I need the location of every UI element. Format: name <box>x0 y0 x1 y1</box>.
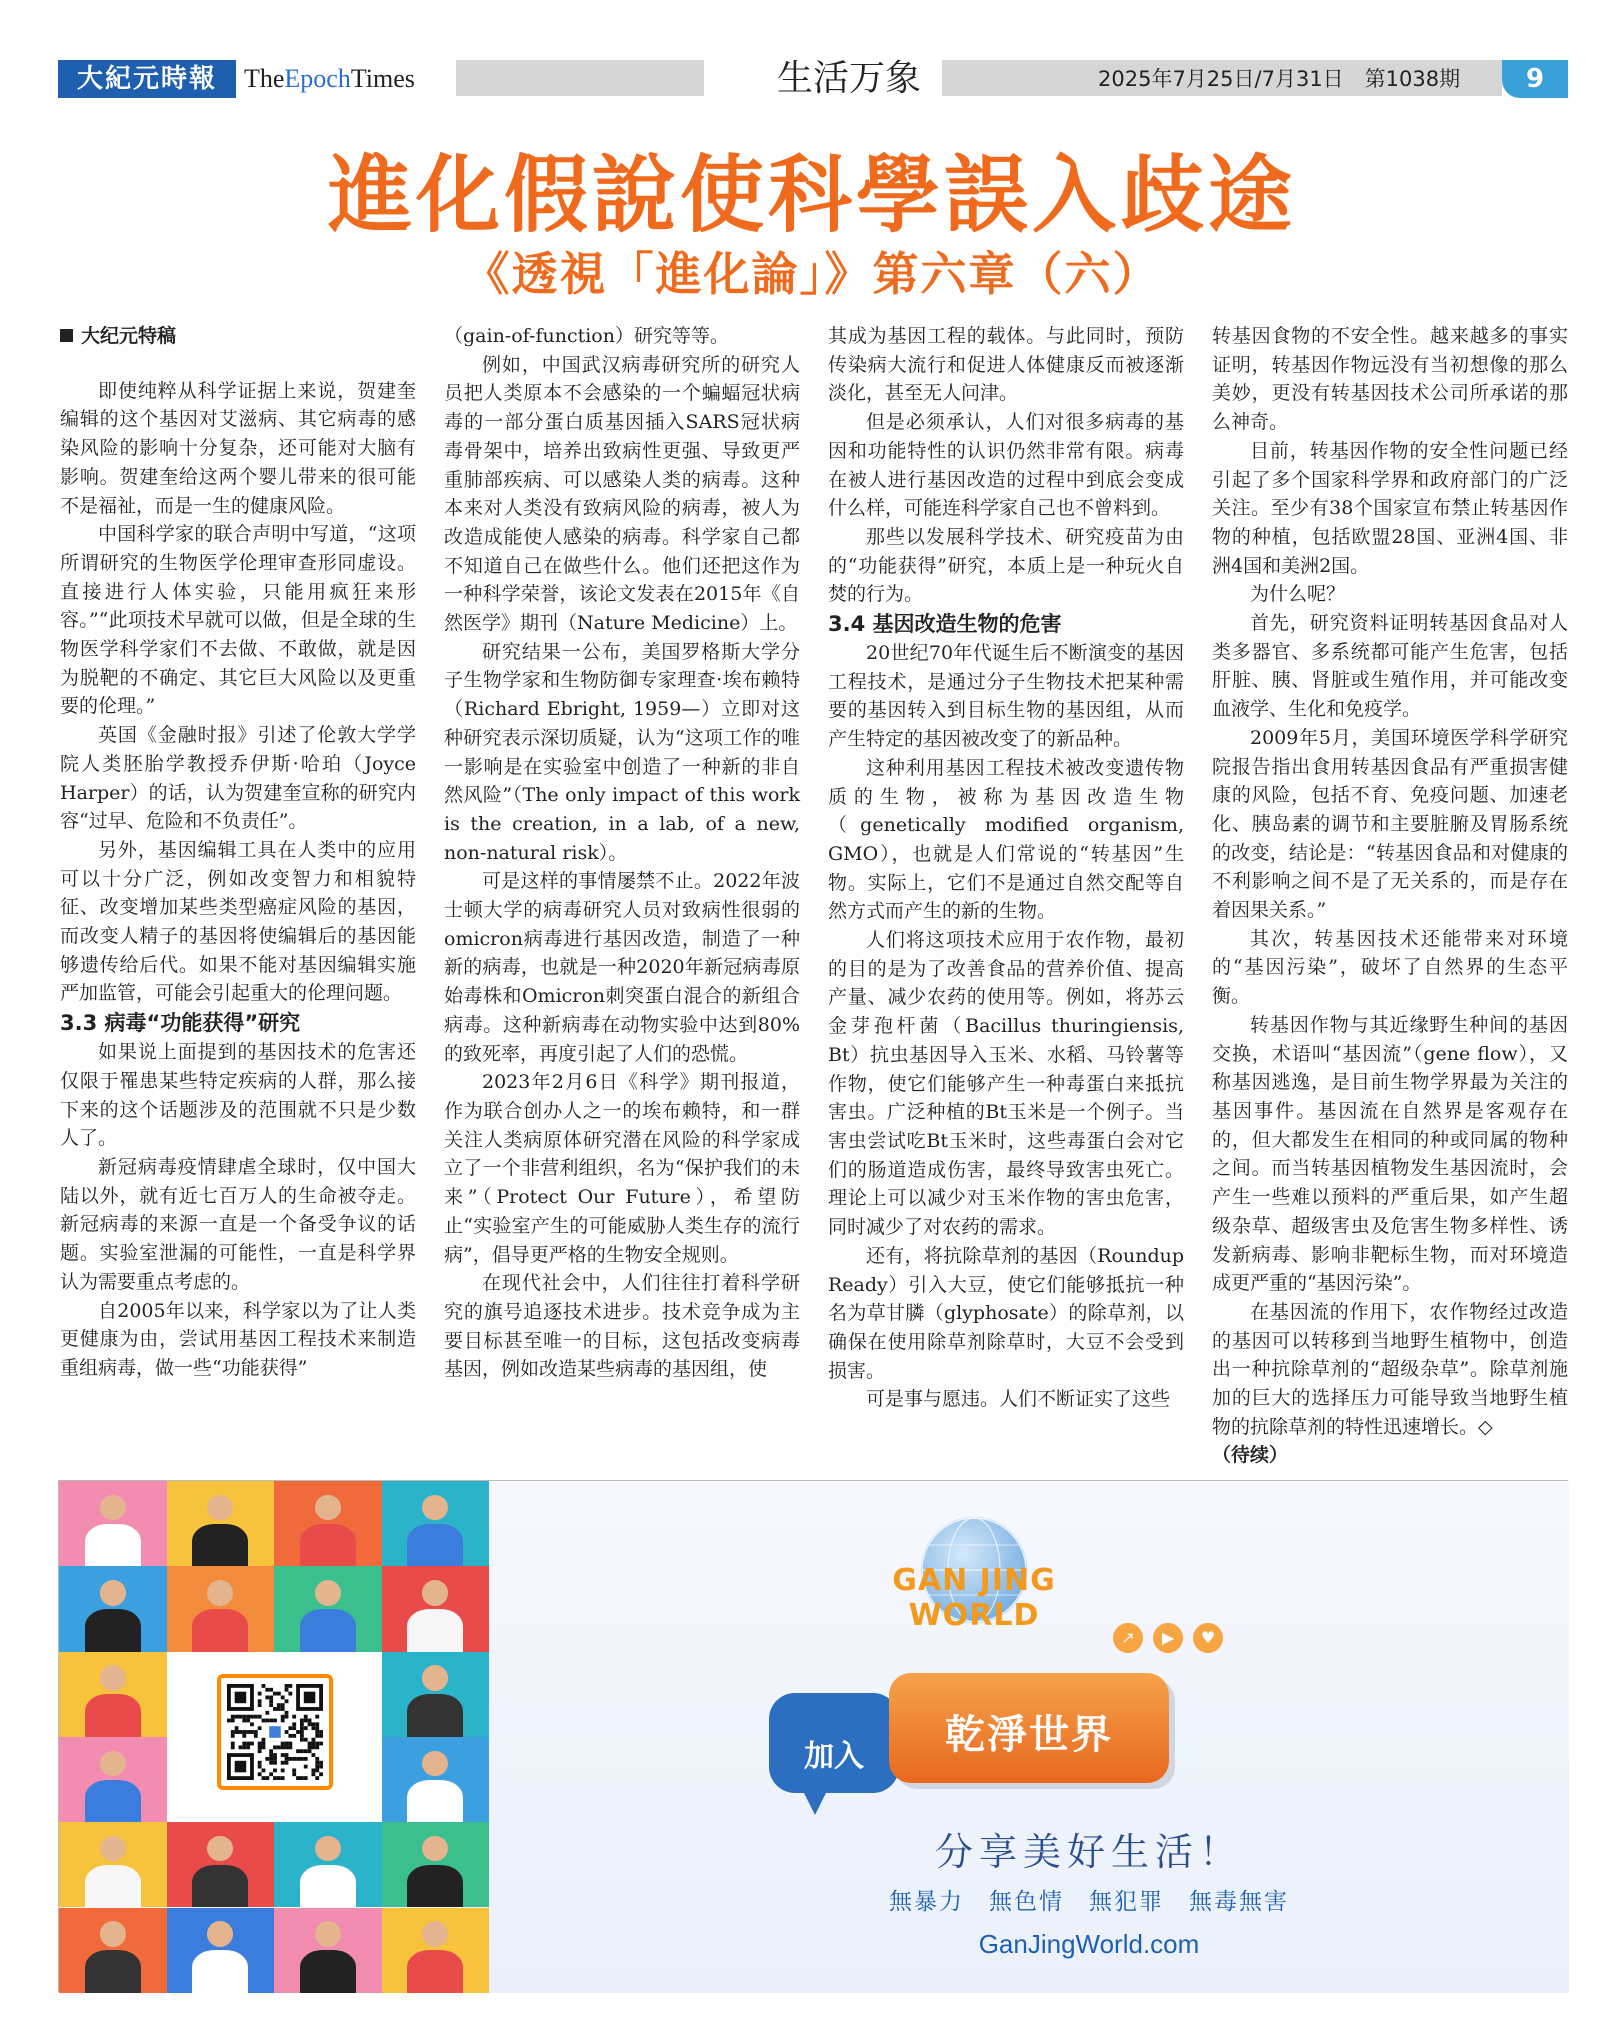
person-photo-tile <box>167 1566 275 1651</box>
action-icons <box>1113 1623 1253 1659</box>
paragraph: 但是必须承认，人们对很多病毒的基因和功能特性的认识仍然非常有限。病毒在被人进行基因改造的过程中到底会变成什么样，可能连科学家自己也不曾料到。 <box>828 411 1184 520</box>
paragraph: 可是这样的事情屡禁不止。2022年波士顿大学的病毒研究人员对致病性很弱的omicron病毒进行基因改造，制造了一种新的病毒，也就是一种2020年新冠病毒原始毒株和Omicron刺突蛋白混合的新组合病毒。这种新病毒在动物实验中达到80%的致死率，再度引起了人们的恐慌。 <box>444 870 800 1065</box>
ad-content-panel <box>489 1481 1569 1993</box>
qr-code-graphic <box>227 1684 323 1780</box>
paragraph: 新冠病毒疫情肆虐全球时，仅中国大陆以外，就有近七百万人的生命被夺走。新冠病毒的来源一直是一个备受争议的话题。实验室泄漏的可能性，一直是科学界认为需要重点考虑的。 <box>60 1155 416 1293</box>
paragraph: 转基因食物的不安全性。越来越多的事实证明，转基因作物远没有当初想像的那么美妙，更没有转基因技术公司所承诺的那么神奇。 <box>1212 325 1568 434</box>
person-body <box>192 1950 248 1993</box>
paragraph: 例如，中国武汉病毒研究所的研究人员把人类原本不会感染的一个蝙蝠冠状病毒的一部分蛋白质基因插入SARS冠状病毒骨架中，培养出致病性更强、导致更严重肺部疾病、可以感染人类的病毒。这种本来对人类没有致病风险的病毒，被人为改造成能使人感染的病毒。科学家自己都不知道自己在做些什么。他们还把这作为一种科学荣誉，该论文发表在2015年《自然医学》期刊（Nature Medicine）上。 <box>444 353 800 635</box>
person-face <box>207 1580 233 1606</box>
person-body <box>192 1609 248 1652</box>
person-photo-tile <box>59 1566 167 1651</box>
paragraph: 2009年5月，美国环境医学科学研究院报告指出食用转基因食品有严重损害健康的风险，包括不育、免疫问题、加速老化、胰岛素的调节和主要脏腑及胃肠系统的改变，结论是：“转基因食品和对健康的不利影响之间不是了无关系的，而是存在着因果关系。” <box>1212 726 1568 922</box>
square-bullet-icon <box>60 329 73 342</box>
page-number: 9 <box>1502 60 1568 98</box>
paragraph: 可是事与愿违。人们不断证实了这些 <box>866 1388 1171 1411</box>
person-photo-tile <box>382 1737 490 1822</box>
paragraph: 20世纪70年代诞生后不断演变的基因工程技术，是通过分子生物技术把某种需要的基因转入到目标生物的基因组，从而产生特定的基因被改变了的新品种。 <box>828 642 1184 751</box>
person-body <box>300 1524 356 1567</box>
person-body <box>85 1609 141 1652</box>
person-face <box>422 1495 448 1521</box>
bubble-tail <box>797 1779 833 1815</box>
person-face <box>100 1921 126 1947</box>
person-body <box>85 1524 141 1567</box>
ganjing-world-advertisement[interactable] <box>58 1480 1568 1992</box>
logo-en-the: The <box>244 64 285 93</box>
person-body <box>407 1865 463 1908</box>
issue-date: 2025年7月25日/7月31日 第1038期 <box>1098 67 1461 91</box>
paragraph: 如果说上面提到的基因技术的危害还仅限于罹患某些特定疾病的人群，那么接下来的这个话题涉及的范围就不只是少数人了。 <box>60 1041 416 1150</box>
person-face <box>315 1921 341 1947</box>
ad-url-link[interactable]: GanJingWorld.com <box>978 1929 1200 1959</box>
person-photo-tile <box>59 1908 167 1993</box>
join-label[interactable]: 加入 <box>804 1739 864 1774</box>
person-photo-tile <box>167 1908 275 1993</box>
logo-en-epoch: Epoch <box>284 64 351 93</box>
people-photo-mosaic <box>59 1481 489 1993</box>
paragraph: 目前，转基因作物的安全性问题已经引起了多个国家科学界和政府部门的广泛关注。至少有38个国家宣布禁止转基因作物的种植，包括欧盟28国、亚洲4国、非洲4国和美洲2国。 <box>1212 439 1568 577</box>
qr-code-icon[interactable] <box>217 1674 333 1790</box>
person-photo-tile <box>59 1737 167 1822</box>
person-face <box>100 1836 126 1862</box>
article-column-4 <box>1212 322 1568 1470</box>
person-photo-tile <box>382 1566 490 1651</box>
person-body <box>192 1524 248 1567</box>
byline <box>60 322 416 351</box>
person-face <box>315 1495 341 1521</box>
logo-en-times: Times <box>350 64 415 93</box>
paragraph: 那些以发展科学技术、研究疫苗为由的“功能获得”研究，本质上是一种玩火自焚的行为。 <box>828 525 1184 606</box>
section-heading-3-4: 3.4 基因改造生物的危害 <box>828 612 1062 637</box>
paragraph: 在基因流的作用下，农作物经过改造的基因可以转移到当地野生植物中，创造出一种抗除草剂的“超级杂草”。除草剂施加的巨大的选择压力可能导致当地野生植物的抗除草剂的特性迅速增长。◇ <box>1212 1300 1568 1438</box>
paragraph: 为什么呢？ <box>1250 583 1346 606</box>
person-photo-tile <box>382 1481 490 1566</box>
person-face <box>207 1921 233 1947</box>
paragraph: 另外，基因编辑工具在人类中的应用可以十分广泛，例如改变智力和相貌特征、改变增加某些类型癌症风险的基因，而改变人精子的基因将使编辑后的基因能够遗传给后代。如果不能对基因编辑实施严加监管，可能会引起重大的伦理问题。 <box>60 838 416 1005</box>
person-body <box>407 1950 463 1993</box>
epoch-times-en-logo[interactable] <box>244 60 415 98</box>
person-photo-tile <box>167 1481 275 1566</box>
section-name: 生活万象 <box>776 58 921 99</box>
person-body <box>407 1524 463 1567</box>
byline-text: 大纪元特稿 <box>81 325 177 347</box>
paragraph: 还有，将抗除草剂的基因（Roundup Ready）引入大豆，使它们能够抵抗一种名为草甘膦（glyphosate）的除草剂，以确保在使用除草剂除草时，大豆不会受到损害。 <box>828 1244 1184 1382</box>
person-body <box>192 1865 248 1908</box>
person-face <box>422 1921 448 1947</box>
article-column-2 <box>444 322 800 1384</box>
person-face <box>315 1836 341 1862</box>
person-face <box>100 1665 126 1691</box>
person-face <box>100 1580 126 1606</box>
ad-slogan: 分享美好生活！ <box>934 1830 1243 1874</box>
person-photo-tile <box>274 1481 382 1566</box>
person-body <box>85 1694 141 1737</box>
person-photo-tile <box>274 1908 382 1993</box>
person-photo-tile <box>274 1566 382 1651</box>
ganjing-world-logo[interactable]: GAN JING WORLD <box>892 1563 1056 1633</box>
paragraph: 即使纯粹从科学证据上来说，贺建奎编辑的这个基因对艾滋病、其它病毒的感染风险的影响十分复杂，还可能对大脑有影响。贺建奎给这两个婴儿带来的很可能不是福祉，而是一生的健康风险。 <box>60 379 416 517</box>
share-icon[interactable]: ↗ <box>1113 1623 1143 1653</box>
person-face <box>207 1836 233 1862</box>
paragraph: 这种利用基因工程技术被改变遗传物质的生物，被称为基因改造生物（genetically modified organism, GMO），也就是人们常说的“转基因”生物。实际上，它们不是通过自然交配等自然方式而产生的新的生物。 <box>828 756 1184 923</box>
paragraph: 在现代社会中，人们往往打着科学研究的旗号追逐技术进步。技术竞争成为主要目标甚至唯一的目标，这包括改变病毒基因，例如改造某些病毒的基因组，使 <box>444 1272 800 1381</box>
person-body <box>300 1609 356 1652</box>
page-header <box>58 60 1568 98</box>
person-body <box>85 1780 141 1823</box>
paragraph: 2023年2月6日《科学》期刊报道，作为联合创办人之一的埃布赖特，和一群关注人类病原体研究潜在风险的科学家成立了一个非营利组织，名为“保护我们的未来”（Protect Our Future），希望防止“实验室产生的可能威胁人类生存的流行病”，倡导更严格的生物安全规则。 <box>444 1071 800 1266</box>
header-rule-left <box>456 60 704 96</box>
heart-icon[interactable]: ♥ <box>1193 1623 1223 1653</box>
person-face <box>422 1836 448 1862</box>
to-be-continued: （待续） <box>1212 1444 1289 1467</box>
article-subtitle: 《透視「進化論」》第六章（六） <box>463 247 1161 301</box>
paragraph: 首先，研究资料证明转基因食品对人类多器官、多系统都可能产生危害，包括肝脏、胰、肾脏或生殖作用，并可能改变血液学、生化和免疫学。 <box>1212 612 1568 721</box>
paragraph: 研究结果一公布，美国罗格斯大学分子生物学家和生物防御专家理查·埃布赖特（Richard Ebright, 1959—）立即对这种研究表示深切质疑，认为“这项工作的唯一影响是在实验室中创造了一种新的非自然风险”（The only impact of this work is the creation, in a lab, of a new, non-natural risk）。 <box>444 640 800 864</box>
person-body <box>407 1609 463 1652</box>
article-column-1 <box>60 322 416 1383</box>
paragraph: 英国《金融时报》引述了伦敦大学学院人类胚胎学教授乔伊斯·哈珀（Joyce Harper）的话，认为贺建奎宣称的研究内容“过早、危险和不负责任”。 <box>60 724 416 833</box>
person-face <box>100 1495 126 1521</box>
person-photo-tile <box>167 1822 275 1907</box>
person-photo-tile <box>59 1822 167 1907</box>
ad-values: 無暴力 無色情 無犯罪 無毒無害 <box>889 1889 1289 1915</box>
person-face <box>315 1580 341 1606</box>
person-photo-tile <box>382 1652 490 1737</box>
ganjing-world-name[interactable]: 乾淨世界 <box>945 1712 1113 1758</box>
article-column-3 <box>828 322 1184 1414</box>
epoch-times-cn-logo[interactable]: 大紀元時報 <box>58 60 236 98</box>
paragraph: 转基因作物与其近缘野生种间的基因交换，术语叫“基因流”（gene flow），又称基因逃逸，是目前生物学界最为关注的基因事件。基因流在自然界是客观存在的，但大都发生在相同的种或同属的物种之间。而当转基因植物发生基因流时，会产生一些难以预料的严重后果，如产生超级杂草、超级害虫及危害生物多样性、诱发新病毒、影响非靶标生物，而对环境造成更严重的“基因污染”。 <box>1212 1013 1568 1295</box>
person-body <box>300 1950 356 1993</box>
person-photo-tile <box>59 1652 167 1737</box>
person-photo-tile <box>274 1822 382 1907</box>
paragraph: 其次，转基因技术还能带来对环境的“基因污染”，破坏了自然界的生态平衡。 <box>1212 927 1568 1008</box>
person-face <box>422 1665 448 1691</box>
paragraph: 人们将这项技术应用于农作物，最初的目的是为了改善食品的营养价值、提高产量、减少农药的使用等。例如，将苏云金芽孢杆菌（Bacillus thuringiensis, Bt）抗虫基因导入玉米、水稻、马铃薯等作物，使它们能够产生一种毒蛋白来抵抗害虫。广泛种植的Bt玉米是一个例子。当害虫尝试吃Bt玉米时，这些毒蛋白会对它们的肠道造成伤害，最终导致害虫死亡。理论上可以减少对玉米作物的害虫危害，同时减少了对农药的需求。 <box>828 929 1184 1239</box>
person-body <box>85 1950 141 1993</box>
person-photo-tile <box>59 1481 167 1566</box>
person-face <box>422 1751 448 1777</box>
person-face <box>207 1495 233 1521</box>
paragraph: 中国科学家的联合声明中写道，“这项所谓研究的生物医学伦理审查形同虚设。直接进行人体实验，只能用疯狂来形容。”“此项技术早就可以做，但是全球的生物医学科学家们不去做、不敢做，就是因为脱靶的不确定、其它巨大风险以及更重要的伦理。” <box>60 523 416 718</box>
person-body <box>300 1865 356 1908</box>
person-body <box>407 1780 463 1823</box>
qr-code-panel <box>167 1652 382 1823</box>
person-face <box>100 1751 126 1777</box>
person-body <box>85 1865 141 1908</box>
paragraph: 自2005年以来，科学家以为了让人类更健康为由，尝试用基因工程技术来制造重组病毒，做一些“功能获得” <box>60 1299 416 1379</box>
person-body <box>407 1694 463 1737</box>
paragraph: 其成为基因工程的载体。与此同时，预防传染病大流行和促进人体健康反而被逐渐淡化，甚至无人问津。 <box>828 325 1184 405</box>
section-heading-3-3: 3.3 病毒“功能获得”研究 <box>60 1011 301 1036</box>
person-face <box>422 1580 448 1606</box>
paragraph: （gain-of-function）研究等等。 <box>444 325 729 347</box>
article-title: 進化假說使科學誤入歧途 <box>327 146 1296 244</box>
play-icon[interactable]: ▶ <box>1153 1623 1183 1653</box>
person-photo-tile <box>382 1908 490 1993</box>
person-photo-tile <box>382 1822 490 1907</box>
